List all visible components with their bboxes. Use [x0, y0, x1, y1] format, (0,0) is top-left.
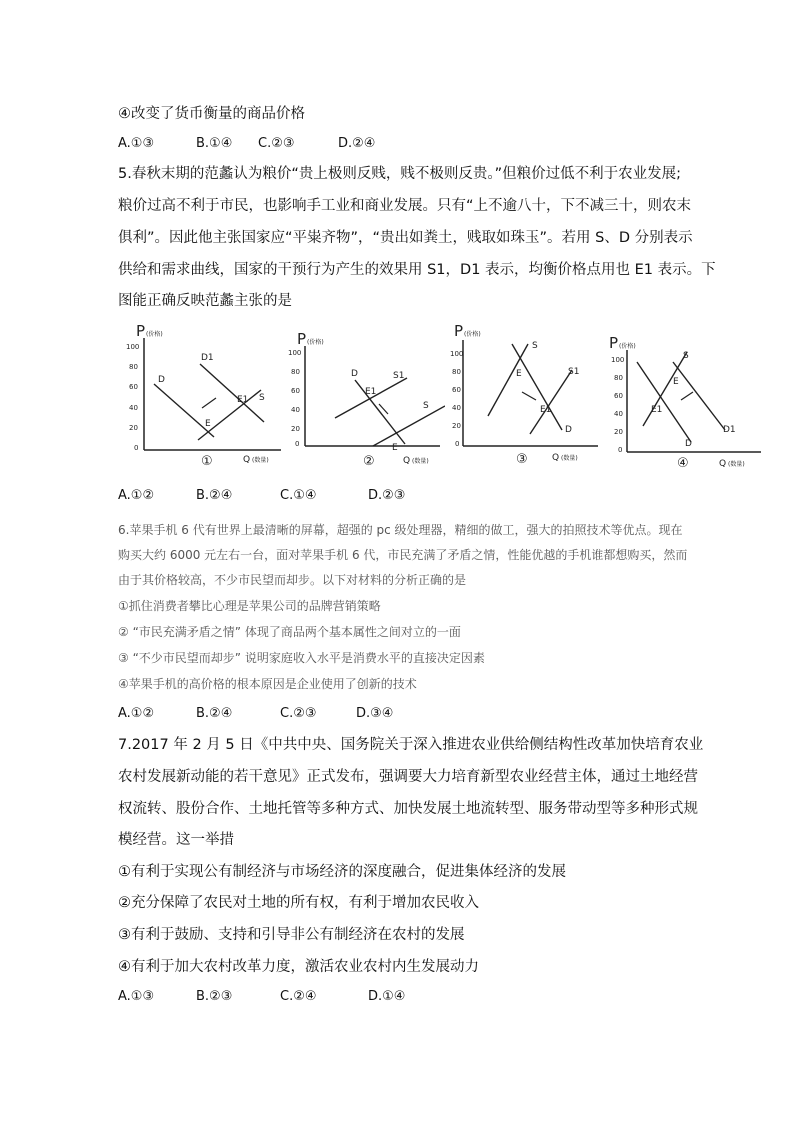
- graph-1-label-d: D: [158, 375, 165, 385]
- graph-1-number: ①: [201, 454, 213, 469]
- q5-choice-a: A.①②: [118, 488, 155, 503]
- graph-4-label-d: D: [685, 439, 692, 449]
- q7-stem-line-4: 模经营。这一举措: [118, 832, 234, 848]
- q4-choice-d: D.②④: [338, 136, 376, 151]
- graph-2-demand-curve: [355, 380, 405, 444]
- graph-3-x-axis-label: Q: [552, 453, 560, 463]
- q5-choice-c: C.①④: [280, 488, 317, 503]
- q4-option-4: ④改变了货币衡量的商品价格: [118, 106, 305, 122]
- graph-3-demand-curve: [512, 344, 562, 430]
- q4-choice-c: C.②③: [258, 136, 295, 151]
- graph-2-label-e1: E1: [365, 387, 377, 397]
- graph-4-y-axis-label: P: [609, 334, 619, 352]
- graph-3-label-s: S: [532, 341, 538, 351]
- graph-3-x-unit: (数量): [561, 455, 578, 462]
- graph-2-label-s1: S1: [393, 371, 405, 381]
- graph-3-y-unit: (价格): [464, 331, 481, 338]
- graph-1-y-unit: (价格): [146, 331, 163, 338]
- graph-4-tick-40: 40: [614, 410, 623, 418]
- q6-statement-2: ② “市民充满矛盾之情” 体现了商品两个基本属性之间对立的一面: [118, 625, 461, 639]
- q6-statement-1: ①抓住消费者攀比心理是苹果公司的品牌营销策略: [118, 599, 381, 613]
- graph-1-label-d1: D1: [201, 353, 214, 363]
- q7-choice-a: A.①③: [118, 989, 155, 1004]
- graph-4-label-s: S: [683, 351, 689, 361]
- q6-statement-4: ④苹果手机的高价格的根本原因是企业使用了创新的技术: [118, 677, 417, 691]
- graph-1-label-e1: E1: [237, 395, 249, 405]
- graph-3-tick-100: 100: [450, 350, 464, 358]
- q6-stem-line-3: 由于其价格较高，不少市民望而却步。以下对材料的分析正确的是: [118, 573, 467, 587]
- graph-3-tick-0: 0: [455, 440, 460, 448]
- q5-stem-line-4: 供给和需求曲线，国家的干预行为产生的效果用 S1，D1 表示，均衡价格点用也 E1 表示。下: [118, 262, 716, 278]
- q7-statement-1: ①有利于实现公有制经济与市场经济的深度融合，促进集体经济的发展: [118, 864, 566, 880]
- q4-choice-b: B.①④: [196, 136, 233, 151]
- q7-statement-3: ③有利于鼓励、支持和引导非公有制经济在农村的发展: [118, 927, 465, 943]
- graph-1-label-s: S: [259, 393, 265, 403]
- graph-4-x-unit: (数量): [728, 461, 745, 468]
- q5-choice-b: B.②④: [196, 488, 233, 503]
- graph-3-shift-arrow: [522, 392, 536, 400]
- graph-1: [116, 322, 284, 472]
- graph-2-tick-0: 0: [295, 440, 300, 448]
- graph-4-tick-20: 20: [614, 428, 623, 436]
- q7-statement-2: ②充分保障了农民对土地的所有权，有利于增加农民收入: [118, 895, 479, 911]
- q6-stem-line-1: 6.苹果手机 6 代有世界上最清晰的屏幕，超强的 pc 级处理器，精细的做工，强大的拍照技术等优点。现在: [118, 523, 683, 537]
- graph-1-tick-60: 60: [129, 383, 138, 391]
- graph-4-label-d1: D1: [723, 425, 736, 435]
- graph-4: [603, 322, 763, 472]
- q7-choice-d: D.①④: [368, 989, 406, 1004]
- graph-4-x-axis-label: Q: [719, 459, 727, 469]
- graph-1-demand-curve: [154, 384, 214, 437]
- graph-3-supply-curve: [488, 344, 528, 416]
- graph-4-supply-curve: [643, 352, 687, 426]
- q5-choice-d: D.②③: [368, 488, 406, 503]
- q5-stem-line-2: 粮价过高不利于市民，也影响手工业和商业发展。只有“上不逾八十，下不减三十，则农末: [118, 198, 692, 214]
- graph-4-number: ④: [677, 456, 689, 471]
- graph-2-supply-curve: [373, 406, 445, 446]
- graph-4-y-unit: (价格): [619, 343, 636, 350]
- q4-choice-a: A.①③: [118, 136, 155, 151]
- graph-3-label-s1: S1: [568, 367, 580, 377]
- q5-stem-line-3: 俱利”。因此他主张国家应“平粜齐物”，“贵出如粪土，贱取如珠玉”。若用 S、D 分别表示: [118, 230, 693, 246]
- graph-4-tick-80: 80: [614, 374, 623, 382]
- graph-2-y-axis-label: P: [297, 330, 307, 348]
- graph-4-tick-60: 60: [614, 392, 623, 400]
- q6-choice-b: B.②④: [196, 706, 233, 721]
- graph-2-supply-shifted-curve: [335, 378, 407, 418]
- graph-1-supply-curve: [198, 390, 261, 440]
- graph-1-label-e: E: [205, 419, 211, 429]
- graph-3-tick-20: 20: [452, 422, 461, 430]
- graph-1-tick-0: 0: [134, 444, 139, 452]
- graph-2-number: ②: [363, 454, 375, 469]
- graph-3-tick-60: 60: [452, 386, 461, 394]
- graph-1-tick-80: 80: [129, 363, 138, 371]
- graph-3-tick-80: 80: [452, 368, 461, 376]
- graph-2-tick-100: 100: [288, 349, 302, 357]
- q6-statement-3: ③ “不少市民望而却步” 说明家庭收入水平是消费水平的直接决定因素: [118, 651, 485, 665]
- q7-stem-line-2: 农村发展新动能的若干意见》正式发布，强调要大力培育新型农业经营主体，通过土地经营: [118, 769, 698, 785]
- graph-1-y-axis-label: P: [136, 322, 146, 340]
- graph-3-label-e1: E1: [540, 405, 552, 415]
- q6-choice-c: C.②③: [280, 706, 317, 721]
- graph-2: [285, 322, 445, 472]
- q7-statement-4: ④有利于加大农村改革力度，激活农业农村内生发展动力: [118, 959, 479, 975]
- graph-4-tick-100: 100: [611, 356, 625, 364]
- graph-4-tick-0: 0: [618, 446, 623, 454]
- q6-choice-a: A.①②: [118, 706, 155, 721]
- graph-2-tick-80: 80: [291, 368, 300, 376]
- graph-1-tick-40: 40: [129, 404, 138, 412]
- graph-3: [450, 322, 600, 472]
- graph-2-label-e: E: [392, 443, 398, 453]
- graph-2-x-axis-label: Q: [403, 456, 411, 466]
- graph-3-tick-40: 40: [452, 404, 461, 412]
- q6-stem-line-2: 购买大约 6000 元左右一台，面对苹果手机 6 代，市民充满了矛盾之情，性能优越的手机谁都想购买，然而: [118, 548, 688, 562]
- graph-1-shift-arrow: [202, 398, 216, 408]
- graph-2-y-unit: (价格): [307, 339, 324, 346]
- q5-stem-line-5: 图能正确反映范蠡主张的是: [118, 293, 292, 309]
- graph-2-tick-20: 20: [291, 425, 300, 433]
- graph-4-demand-shifted-curve: [673, 362, 725, 430]
- graph-1-x-unit: (数量): [252, 457, 269, 464]
- graph-1-tick-20: 20: [129, 424, 138, 432]
- graph-2-tick-40: 40: [291, 406, 300, 414]
- q7-choice-c: C.②④: [280, 989, 317, 1004]
- graph-4-label-e: E: [673, 377, 679, 387]
- q7-stem-line-1: 7.2017 年 2 月 5 日《中共中央、国务院关于深入推进农业供给侧结构性改革加快培育农业: [118, 737, 704, 753]
- graph-2-x-unit: (数量): [412, 458, 429, 465]
- graph-1-tick-100: 100: [126, 343, 140, 351]
- graph-3-y-axis-label: P: [454, 322, 464, 340]
- q7-stem-line-3: 权流转、股份合作、土地托管等多种方式、加快发展土地流转型、服务带动型等多种形式规: [118, 801, 698, 817]
- graph-3-number: ③: [516, 452, 528, 467]
- q5-stem-line-1: 5.春秋末期的范蠡认为粮价“贵上极则反贱，贱不极则反贵。”但粮价过低不利于农业发展;: [118, 166, 681, 182]
- graph-3-label-d: D: [565, 425, 572, 435]
- graph-3-label-e: E: [516, 369, 522, 379]
- q6-choice-d: D.③④: [356, 706, 394, 721]
- graph-4-label-e1: E1: [651, 405, 663, 415]
- graph-4-shift-arrow: [681, 392, 693, 400]
- q7-choice-b: B.②③: [196, 989, 233, 1004]
- graph-1-x-axis-label: Q: [243, 455, 251, 465]
- graph-2-label-d: D: [351, 369, 358, 379]
- graph-2-tick-60: 60: [291, 387, 300, 395]
- graph-2-label-s: S: [423, 401, 429, 411]
